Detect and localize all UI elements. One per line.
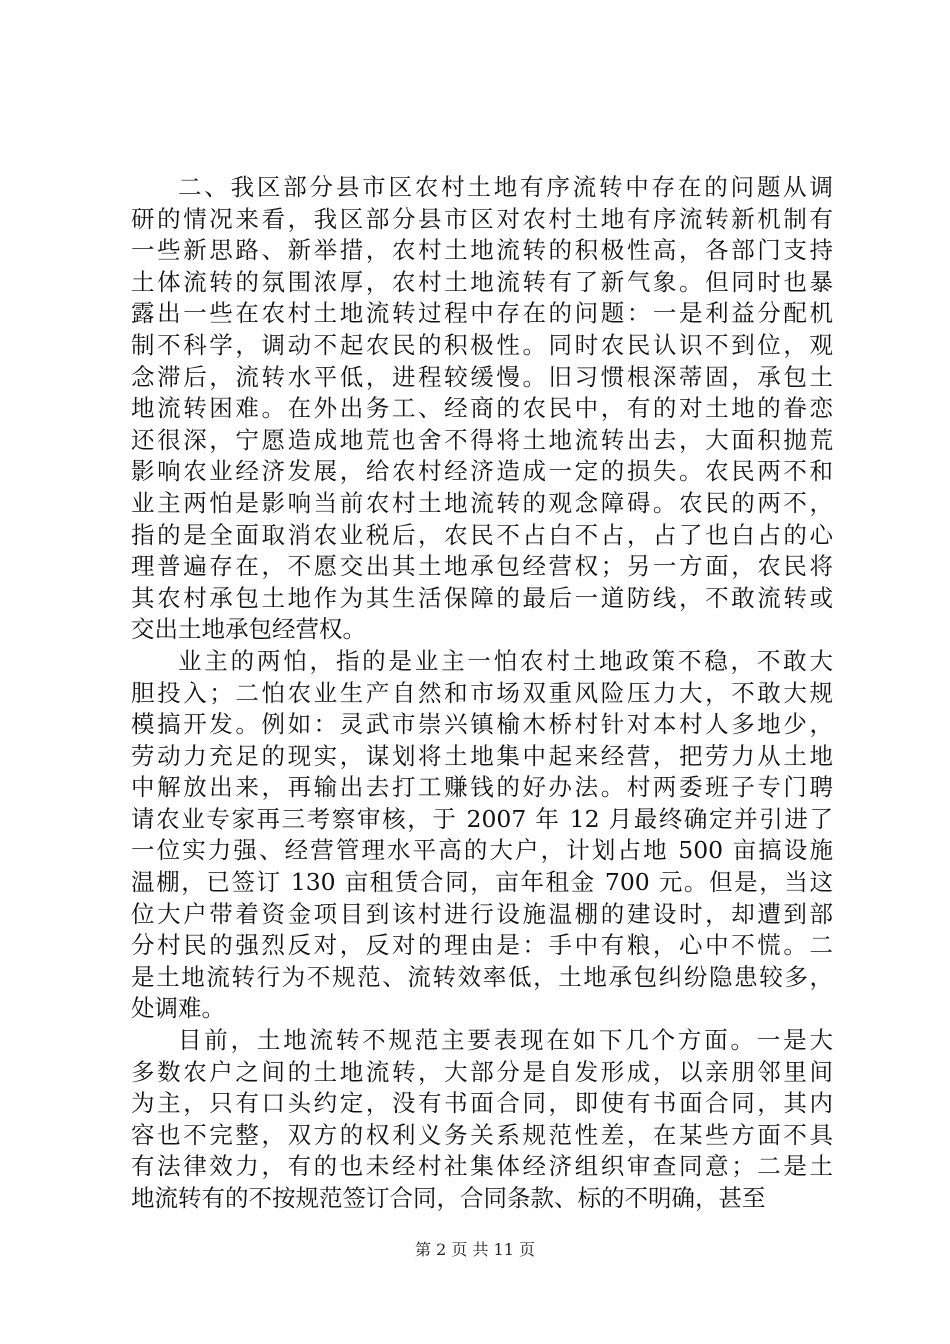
page-footer: 第 2 页 共 11 页 (415, 1240, 535, 1259)
text-line: 地流转困难。在外出务工、经商的农民中，有的对土地的眷恋 (131, 394, 833, 423)
text-line: 有法律效力，有的也未经村社集体经济组织审查同意；二是土 (131, 1152, 833, 1181)
text-line: 一些新思路、新举措，农村土地流转的积极性高，各部门支持 (131, 236, 833, 265)
text-line: 交出土地承包经营权。 (131, 615, 366, 644)
text-line: 一位实力强、经营管理水平高的大户，计划占地 500 亩搞设施 (131, 836, 833, 865)
text-line: 中解放出来，再输出去打工赚钱的好办法。村两委班子专门聘 (131, 773, 833, 802)
text-line: 研的情况来看，我区部分县市区对农村土地有序流转新机制有 (131, 204, 833, 233)
text-line: 露出一些在农村土地流转过程中存在的问题：一是利益分配机 (131, 299, 833, 328)
text-line: 分村民的强烈反对，反对的理由是：手中有粮，心中不慌。二 (131, 931, 833, 960)
text-line: 业主两怕是影响当前农村土地流转的观念障碍。农民的两不， (131, 488, 833, 517)
text-line: 二、我区部分县市区农村土地有序流转中存在的问题从调 (178, 173, 833, 201)
paragraph (131, 1025, 833, 1215)
text-line: 为主，只有口头约定，没有书面合同，即使有书面合同，其内 (131, 1089, 833, 1118)
text-line: 业主的两怕，指的是业主一怕农村土地政策不稳，不敢大 (178, 646, 833, 675)
text-line: 影响农业经济发展，给农村经济造成一定的损失。农民两不和 (131, 457, 833, 486)
text-line: 容也不完整，双方的权利义务关系规范性差，在某些方面不具 (131, 1120, 833, 1149)
text-line: 位大户带着资金项目到该村进行设施温棚的建设时，却遭到部 (131, 899, 833, 928)
text-line: 地流转有的不按规范签订合同，合同条款、标的不明确，甚至 (131, 1184, 766, 1212)
text-line: 还很深，宁愿造成地荒也舍不得将土地流转出去，大面积抛荒 (131, 425, 833, 454)
paragraph (131, 646, 833, 1025)
body-text (131, 172, 833, 1215)
text-line: 胆投入；二怕农业生产自然和市场双重风险压力大，不敢大规 (131, 678, 833, 707)
paragraph (131, 172, 833, 646)
text-line: 处调难。 (131, 994, 225, 1023)
text-line: 制不科学，调动不起农民的积极性。同时农民认识不到位，观 (131, 330, 833, 359)
text-line: 请农业专家再三考察审核，于 2007 年 12 月最终确定并引进了 (131, 804, 833, 833)
text-line: 模搞开发。例如：灵武市崇兴镇榆木桥村针对本村人多地少， (131, 710, 833, 739)
text-line: 指的是全面取消农业税后，农民不占白不占，占了也白占的心 (131, 520, 833, 549)
text-line: 劳动力充足的现实，谋划将土地集中起来经营，把劳力从土地 (131, 741, 833, 770)
text-line: 是土地流转行为不规范、流转效率低，土地承包纠纷隐患较多， (131, 962, 833, 991)
text-line: 土体流转的氛围浓厚，农村土地流转有了新气象。但同时也暴 (131, 267, 833, 296)
text-line: 多数农户之间的土地流转，大部分是自发形成，以亲朋邻里间 (131, 1057, 833, 1086)
text-line: 目前，土地流转不规范主要表现在如下几个方面。一是大 (178, 1026, 833, 1055)
text-line: 理普遍存在，不愿交出其土地承包经营权；另一方面，农民将 (131, 552, 833, 581)
text-line: 念滞后，流转水平低，进程较缓慢。旧习惯根深蒂固，承包土 (131, 362, 833, 391)
text-line: 温棚，已签订 130 亩租赁合同，亩年租金 700 元。但是，当这 (131, 868, 833, 897)
text-line: 其农村承包土地作为其生活保障的最后一道防线，不敢流转或 (131, 583, 833, 612)
